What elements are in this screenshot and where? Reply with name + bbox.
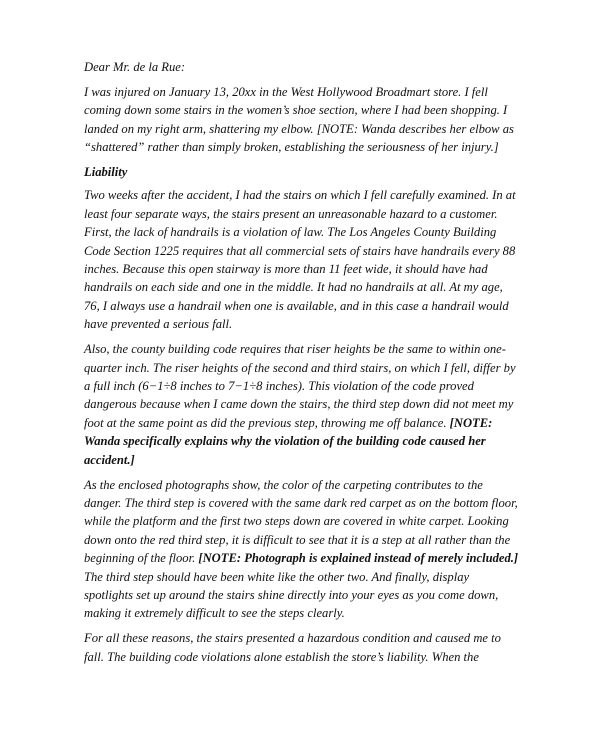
riser-paragraph [84,340,520,469]
photograph-note: [NOTE: Photograph is explained instead of merely included.] [198,551,519,566]
carpet-paragraph-text-before: As the enclosed photographs show, the color of the carpeting contributes to the danger. The third step is covered with the same dark red carpet as on the bottom floor, while the platform and the first two steps down are covered in white carpet. Looking down onto the red third step, it is difficult to see that it is a step at all rather than the beginning of the floor. [84,477,518,566]
salutation: Dear Mr. de la Rue: [84,60,186,74]
riser-note: [NOTE: Wanda specifically explains why the violation of the building code caused her accident.] [84,415,493,467]
letter-body [84,58,520,673]
carpet-paragraph [84,476,520,623]
carpet-paragraph-text-after: The third step should have been white like the other two. And finally, display spotlights set up around the stairs shine directly into your eyes as you come down, making it extremely difficult to see the steps clearly. [84,569,499,621]
riser-paragraph-text: Also, the county building code requires that riser heights be the same to within one-quarter inch. The riser heights of the second and third stairs, on which I fell, differ by a full inch (6−1÷8 inches to 7−1÷8 inches). This violation of the code proved dangerous because when I came down the stairs, the third step down did not meet my foot at the same point as did the previous step, throwing me off balance. [84,342,516,430]
handrail-paragraph: Two weeks after the accident, I had the stairs on which I fell carefully examined. In at least four separate ways, the stairs present an unreasonable hazard to a customer. First, the lack of handrails is a violation of law. The Los Angeles County Building Code Section 1225 requires that all commercial sets of stairs have handrails every 88 inches. Because this open stairway is more than 11 feet wide, it should have had handrails on each side and one in the middle. It had no handrails at all. At my age, 76, I always use a handrail when one is available, and in this case a handrail would have prevented a serious fall. [84,188,516,332]
liability-heading: Liability [84,165,128,180]
intro-paragraph: I was injured on January 13, 20xx in the West Hollywood Broadmart store. I fell coming down some stairs in the women’s shoe section, where I had been shopping. I landed on my right arm, shattering my elbow. [NOTE: Wanda describes her elbow as “shattered” rather than simply broken, establishing the seriousness of her injury.] [84,84,514,155]
conclusion-paragraph: For all these reasons, the stairs presented a hazardous condition and caused me to fall. The building code violations alone establish the store’s liability. When the [84,631,501,664]
